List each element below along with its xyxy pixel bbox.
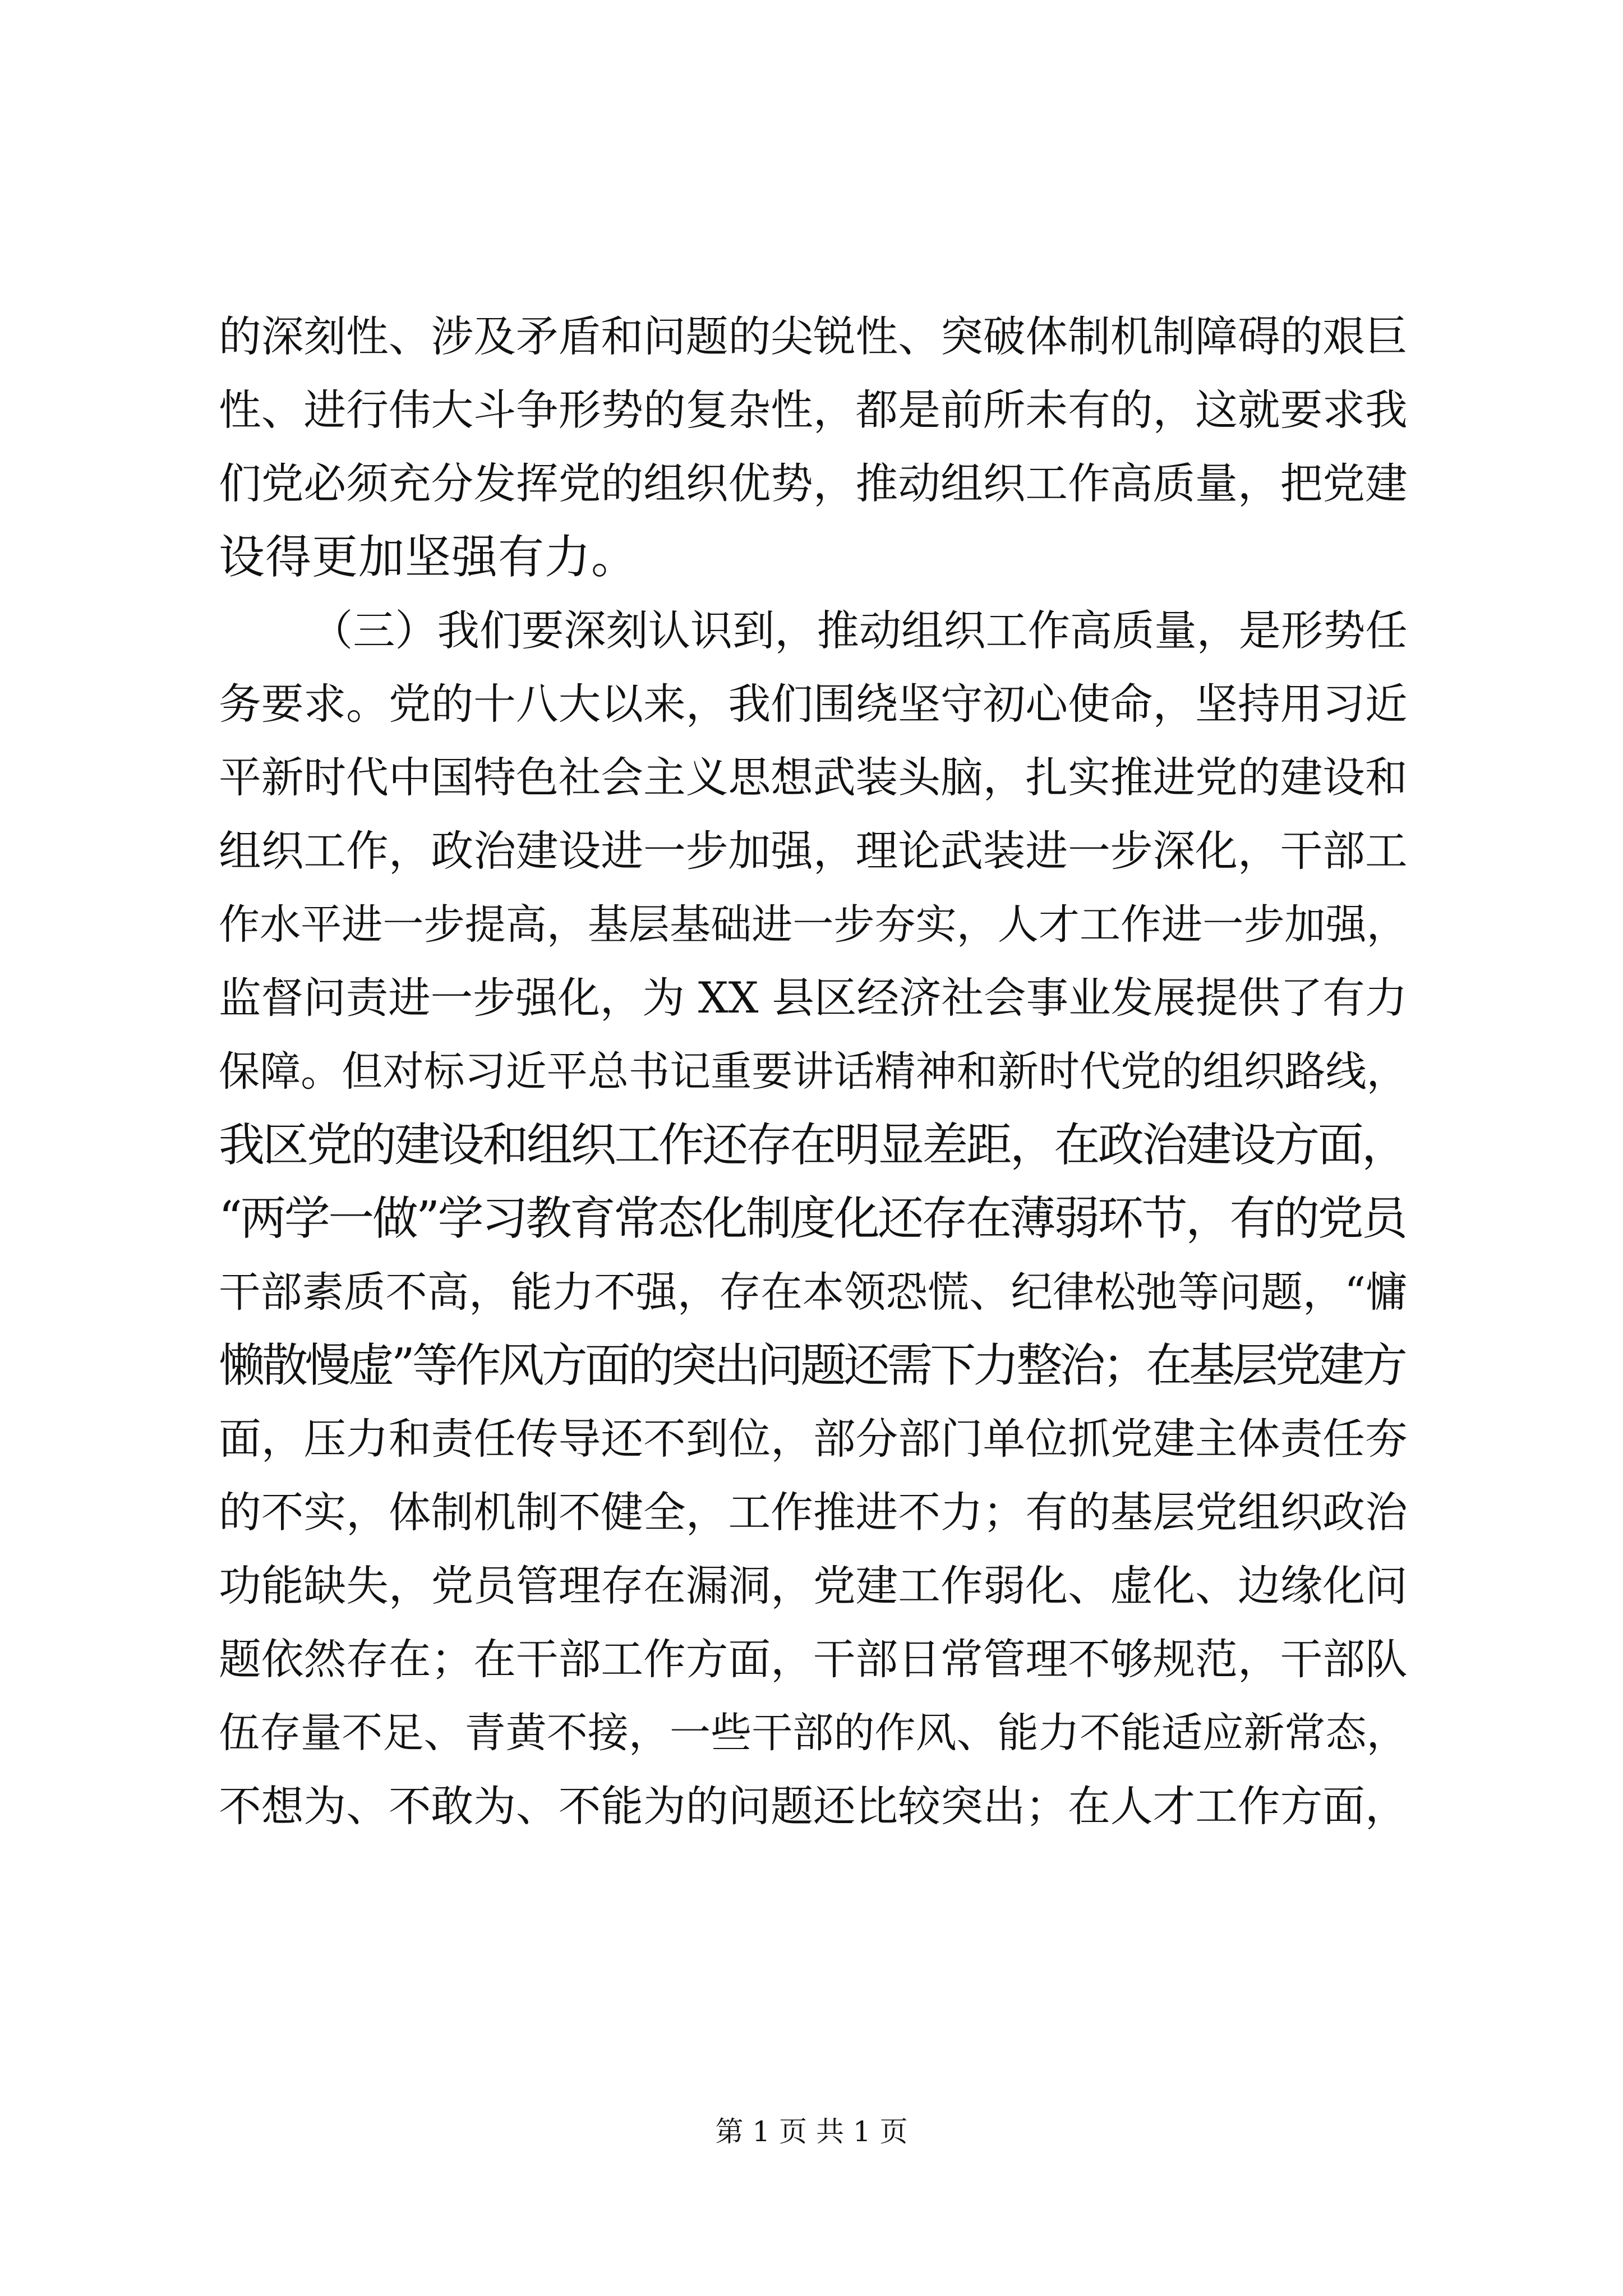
body-text [219, 300, 1408, 1843]
text-line: 懒散慢虚”等作风方面的突出问题还需下力整治；在基层党建方 [219, 1339, 1405, 1392]
page-footer: 第 1 页 共 1 页 [715, 2115, 908, 2148]
text-line: 们党必须充分发挥党的组织优势，推动组织工作高质量，把党建 [219, 459, 1408, 508]
text-line: 面，压力和责任传导还不到位，部分部门单位抓党建主体责任夯 [219, 1414, 1408, 1464]
text-line: 功能缺失，党员管理存在漏洞，党建工作弱化、虚化、边缘化问 [219, 1561, 1408, 1611]
text-line: 我区党的建设和组织工作还存在明显差距，在政治建设方面， [219, 1119, 1406, 1172]
text-line: （三）我们要深刻认识到，推动组织工作高质量，是形势任 [311, 606, 1408, 655]
text-line: 平新时代中国特色社会主义思想武装头脑，扎实推进党的建设和 [219, 753, 1408, 802]
text-line: 的深刻性、涉及矛盾和问题的尖锐性、突破体制机制障碍的艰巨 [219, 312, 1408, 361]
text-line: 干部素质不高，能力不强，存在本领恐慌、纪律松弛等问题，“慵 [219, 1268, 1408, 1317]
text-line: 题依然存在；在干部工作方面，干部日常管理不够规范，干部队 [219, 1635, 1408, 1684]
text-line: 的不实，体制机制不健全，工作推进不力；有的基层党组织政治 [219, 1488, 1408, 1537]
text-line: 务要求。党的十八大以来，我们围绕坚守初心使命，坚持用习近 [219, 679, 1408, 729]
text-line: 组织工作，政治建设进一步加强，理论武装进一步深化，干部工 [219, 826, 1408, 876]
text-line: 不想为、不敢为、不能为的问题还比较突出；在人才工作方面， [219, 1782, 1408, 1831]
text-line: 作水平进一步提高，基层基础进一步夯实，人才工作进一步加强， [219, 901, 1408, 949]
text-line: 性、进行伟大斗争形势的复杂性，都是前所未有的，这就要求我 [219, 385, 1408, 435]
text-line: 监督问责进一步强化，为 XX 县区经济社会事业发展提供了有力 [219, 973, 1408, 1023]
text-line: 伍存量不足、青黄不接，一些干部的作风、能力不能适应新常态， [219, 1709, 1408, 1757]
text-line: 设得更加坚强有力。 [219, 531, 638, 584]
text-line: 保障。但对标习近平总书记重要讲话精神和新时代党的组织路线， [219, 1048, 1408, 1096]
text-line: “两学一做”学习教育常态化制度化还存在薄弱环节，有的党员 [219, 1192, 1406, 1245]
